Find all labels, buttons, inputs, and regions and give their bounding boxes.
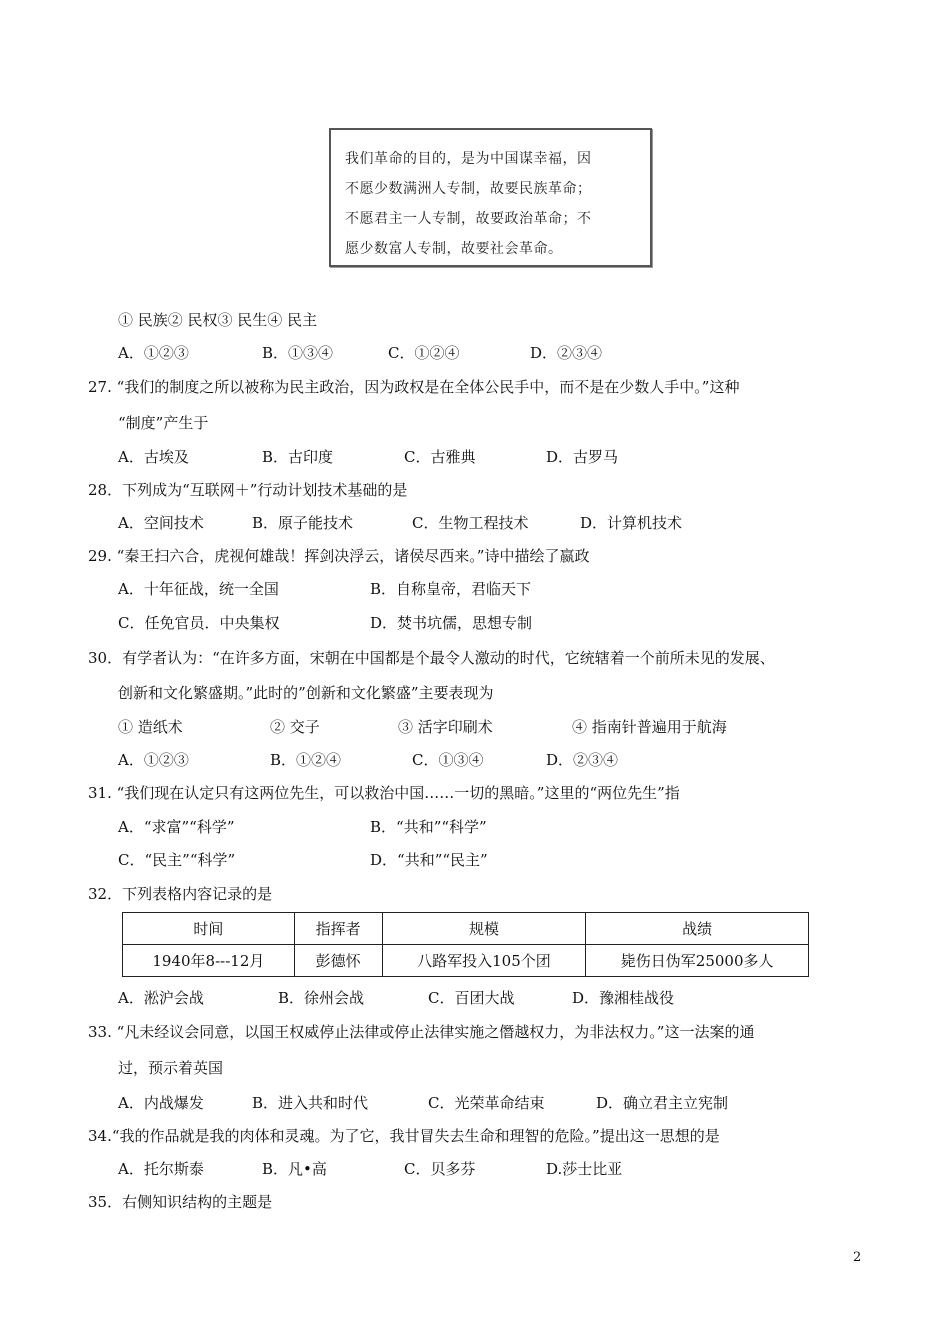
q28-option-c[interactable]: C．生物工程技术 [412, 514, 529, 532]
q32-option-a[interactable]: A．淞沪会战 [118, 989, 204, 1007]
table-header-cell: 战绩 [586, 913, 809, 945]
quote-line: 不愿少数满洲人专制，故要民族革命； [345, 181, 592, 197]
q32-stem: 32．下列表格内容记录的是 [88, 885, 273, 903]
battle-table [122, 912, 809, 977]
table-cell: 彭德怀 [294, 945, 382, 977]
q35-stem: 35．右侧知识结构的主题是 [88, 1193, 273, 1211]
table-header-row [123, 913, 809, 945]
q33-stem-line1: 33. “凡未经议会同意，以国王权威停止法律或停止法律实施之僭越权力，为非法权力。”这一法案的通 [88, 1023, 755, 1041]
quote-box [329, 128, 652, 267]
q30-item-4: ④ 指南针普遍用于航海 [572, 718, 727, 736]
q31-option-d[interactable]: D．“共和”“民主” [370, 851, 488, 869]
q27-stem-line1: 27. “我们的制度之所以被称为民主政治，因为政权是在全体公民手中，而不是在少数人手中。”这种 [88, 378, 740, 396]
q29-stem: 29. “秦王扫六合，虎视何雄哉！挥剑决浮云，诸侯尽西来。”诗中描绘了嬴政 [88, 547, 590, 565]
q33-option-a[interactable]: A．内战爆发 [118, 1094, 204, 1112]
table-cell: 毙伤日伪军25000多人 [586, 945, 809, 977]
q31-option-a[interactable]: A．“求富”“科学” [118, 818, 235, 836]
q29-option-c[interactable]: C．任免官员．中央集权 [118, 614, 280, 632]
q30-option-d[interactable]: D．②③④ [546, 751, 619, 769]
q30-option-b[interactable]: B．①②④ [270, 751, 342, 769]
q33-stem-line2: 过，预示着英国 [118, 1059, 224, 1077]
q26-option-c[interactable]: C．①②④ [388, 344, 460, 362]
q30-item-1: ① 造纸术 [118, 718, 183, 736]
q31-option-c[interactable]: C．“民主”“科学” [118, 851, 236, 869]
q31-stem: 31. “我们现在认定只有这两位先生，可以救治中国……一切的黑暗。”这里的“两位先生”指 [88, 784, 680, 802]
table-cell: 八路军投入105个团 [382, 945, 586, 977]
q32-option-b[interactable]: B．徐州会战 [278, 989, 365, 1007]
q30-item-3: ③ 活字印刷术 [398, 718, 493, 736]
q30-option-c[interactable]: C．①③④ [412, 751, 484, 769]
q30-item-2: ② 交子 [270, 718, 320, 736]
q32-option-d[interactable]: D．豫湘桂战役 [572, 989, 675, 1007]
q32-option-c[interactable]: C．百团大战 [428, 989, 515, 1007]
q27-option-d[interactable]: D．古罗马 [546, 448, 619, 466]
q33-option-d[interactable]: D．确立君主立宪制 [596, 1094, 729, 1112]
table-cell: 1940年8---12月 [123, 945, 295, 977]
q27-option-c[interactable]: C．古雅典 [404, 448, 476, 466]
quote-line: 愿少数富人专制，故要社会革命。 [345, 241, 563, 257]
q28-option-b[interactable]: B．原子能技术 [252, 514, 354, 532]
page-number: 2 [853, 1250, 862, 1265]
q34-stem: 34.“我的作品就是我的肉体和灵魂。为了它，我甘冒失去生命和理智的危险。”提出这一思想的是 [88, 1127, 720, 1145]
q27-option-a[interactable]: A．古埃及 [118, 448, 189, 466]
q28-option-a[interactable]: A．空间技术 [118, 514, 204, 532]
q29-option-b[interactable]: B．自称皇帝，君临天下 [370, 580, 532, 598]
q27-stem-line2: “制度”产生于 [118, 414, 209, 432]
table-row [123, 945, 809, 977]
q29-option-a[interactable]: A．十年征战，统一全国 [118, 580, 279, 598]
quote-line: 不愿君主一人专制，故要政治革命；不 [345, 211, 592, 227]
q30-option-a[interactable]: A．①②③ [118, 751, 189, 769]
q26-items: ① 民族② 民权③ 民生④ 民主 [118, 311, 318, 329]
table-header-cell: 规模 [382, 913, 586, 945]
q26-option-d[interactable]: D．②③④ [530, 344, 603, 362]
q34-option-c[interactable]: C．贝多芬 [404, 1160, 476, 1178]
q27-option-b[interactable]: B．古印度 [262, 448, 334, 466]
q34-option-a[interactable]: A．托尔斯泰 [118, 1160, 204, 1178]
q34-option-d[interactable]: D.莎士比亚 [546, 1160, 623, 1178]
table-header-cell: 时间 [123, 913, 295, 945]
q26-option-b[interactable]: B．①③④ [262, 344, 334, 362]
q34-option-b[interactable]: B．凡•高 [262, 1160, 327, 1178]
quote-line: 我们革命的目的，是为中国谋幸福，因 [345, 151, 592, 167]
q29-option-d[interactable]: D．焚书坑儒，思想专制 [370, 614, 533, 632]
q28-option-d[interactable]: D．计算机技术 [580, 514, 683, 532]
q33-option-c[interactable]: C．光荣革命结束 [428, 1094, 545, 1112]
q28-stem: 28．下列成为“互联网＋”行动计划技术基础的是 [88, 481, 408, 499]
q30-stem-line2: 创新和文化繁盛期。”此时的”创新和文化繁盛”主要表现为 [118, 684, 494, 702]
q31-option-b[interactable]: B．“共和”“科学” [370, 818, 487, 836]
table-header-cell: 指挥者 [294, 913, 382, 945]
q33-option-b[interactable]: B．进入共和时代 [252, 1094, 369, 1112]
q26-option-a[interactable]: A．①②③ [118, 344, 189, 362]
q30-stem-line1: 30．有学者认为：“在许多方面，宋朝在中国都是个最令人激动的时代，它统辖着一个前所未见的发展、 [88, 649, 775, 667]
